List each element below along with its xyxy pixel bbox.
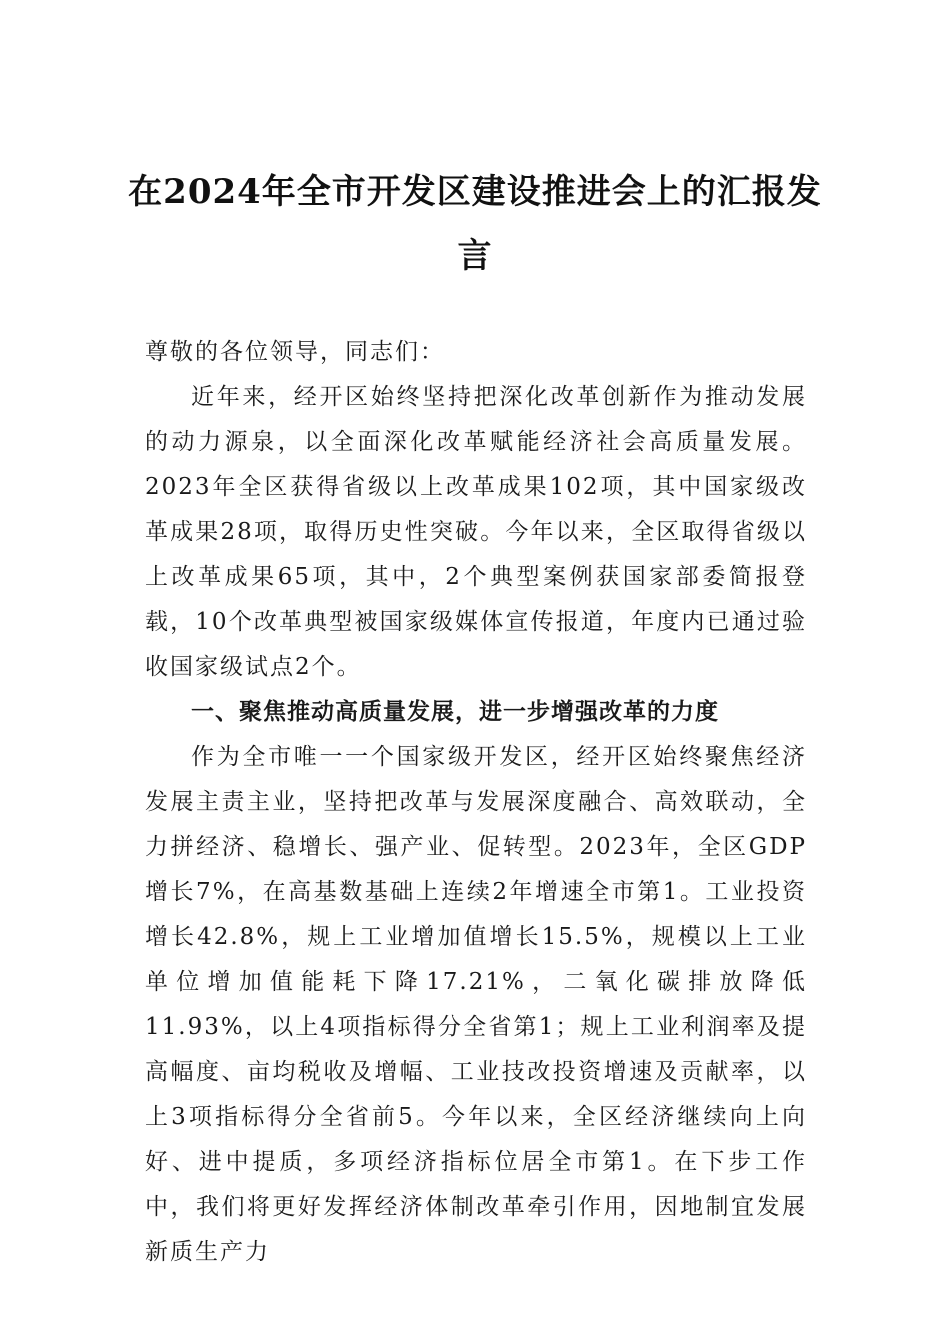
document-title: 在2024年全市开发区建设推进会上的汇报发言 <box>128 172 822 276</box>
intro-paragraph: 近年来，经开区始终坚持把深化改革创新作为推动发展的动力源泉，以全面深化改革赋能经济社会高质量发展。2023年全区获得省级以上改革成果102项，其中国家级改革成果28项，取得历史性突破。今年以来，全区取得省级以上改革成果65项，其中，2个典型案例获国家部委简报登载，10个改革典型被国家级媒体宣传报道，年度内已通过验收国家级试点2个。 <box>145 384 807 680</box>
section-heading: 一、聚焦推动高质量发展，进一步增强改革的力度 <box>191 699 719 725</box>
document-body <box>145 330 807 1275</box>
salutation: 尊敬的各位领导，同志们： <box>145 339 445 365</box>
section-paragraph: 作为全市唯一一个国家级开发区，经开区始终聚焦经济发展主责主业，坚持把改革与发展深度融合、高效联动，全力拼经济、稳增长、强产业、促转型。2023年，全区GDP增长7%，在高基数基础上连续2年增速全市第1。工业投资增长42.8%，规上工业增加值增长15.5%，规模以上工业单位增加值能耗下降17.21%，二氧化碳排放降低11.93%，以上4项指标得分全省第1；规上工业利润率及提高幅度、亩均税收及增幅、工业技改投资增速及贡献率，以上3项指标得分全省前5。今年以来，全区经济继续向上向好、进中提质，多项经济指标位居全市第1。在下步工作中，我们将更好发挥经济体制改革牵引作用，因地制宜发展新质生产力 <box>145 744 807 1265</box>
